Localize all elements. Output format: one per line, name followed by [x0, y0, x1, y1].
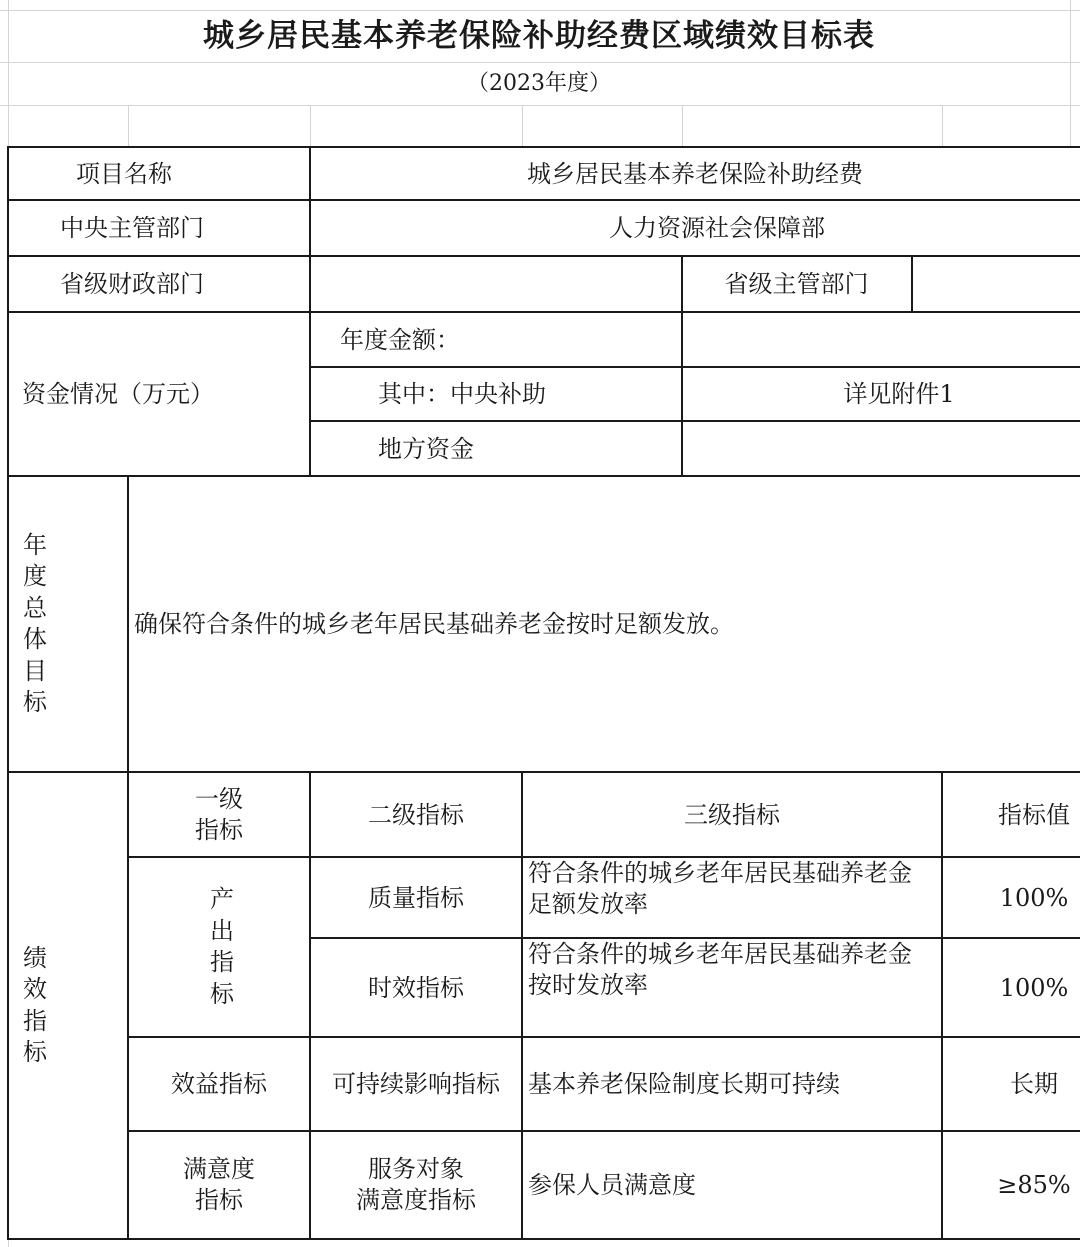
header-level1: 一级 指标 [195, 784, 243, 844]
gridline [682, 105, 683, 147]
table-row-value: 100% [999, 973, 1069, 1002]
header-level3: 三级指标 [684, 800, 780, 829]
table-row-level2: 可持续影响指标 [332, 1070, 500, 1098]
table-row-level2: 时效指标 [368, 973, 464, 1002]
annual-amount-value [682, 313, 1080, 366]
gridline [522, 105, 523, 147]
gridline [1070, 0, 1071, 147]
gridline [310, 105, 311, 147]
table-row-level2: 质量指标 [368, 883, 464, 912]
prov-dept-label: 省级主管部门 [724, 270, 869, 298]
prov-dept-value [912, 257, 1080, 311]
project-name-label: 项目名称 [76, 159, 172, 188]
table-row-level3: 符合条件的城乡老年居民基础养老金 足额发放率 [528, 859, 912, 918]
header-value: 指标值 [998, 800, 1070, 829]
satisfaction-indicators-label: 满意度 指标 [183, 1155, 255, 1214]
page-title: 城乡居民基本养老保险补助经费区域绩效目标表 [203, 18, 875, 54]
output-indicators-label: 产 出 指 标 [210, 885, 234, 1008]
central-subsidy-label: 其中：中央补助 [378, 380, 546, 408]
table-row-level3: 符合条件的城乡老年居民基础养老金 按时发放率 [528, 940, 912, 999]
year-subtitle: （2023年度） [467, 70, 611, 96]
table-row-value: ≥85% [997, 1171, 1071, 1199]
local-funds-value [682, 422, 1080, 475]
header-level2: 二级指标 [368, 800, 464, 829]
table-border [8, 1238, 1080, 1240]
benefit-indicators-label: 效益指标 [171, 1070, 267, 1098]
table-row-value: 长期 [1010, 1070, 1058, 1098]
table-row-level2: 服务对象 满意度指标 [356, 1155, 476, 1214]
gridline [942, 105, 943, 147]
project-name-value: 城乡居民基本养老保险补助经费 [527, 159, 863, 188]
table-row-level3: 参保人员满意度 [528, 1171, 696, 1199]
central-dept-label: 中央主管部门 [60, 214, 204, 242]
table-row-value: 100% [999, 883, 1069, 912]
table-row-level3: 基本养老保险制度长期可持续 [528, 1070, 840, 1098]
performance-indicators-label: 绩 效 指 标 [23, 943, 47, 1066]
central-subsidy-value: 详见附件1 [843, 380, 955, 408]
funds-label: 资金情况（万元） [22, 380, 214, 408]
annual-goal-text: 确保符合条件的城乡老年居民基础养老金按时足额发放。 [134, 610, 734, 638]
gridline [128, 105, 129, 147]
central-dept-value: 人力资源社会保障部 [609, 214, 825, 242]
prov-finance-label: 省级财政部门 [60, 270, 204, 298]
prov-finance-value [310, 257, 681, 311]
gridline [0, 105, 1080, 106]
annual-amount-label: 年度金额： [340, 325, 460, 354]
local-funds-label: 地方资金 [378, 434, 474, 463]
annual-goal-label: 年 度 总 体 目 标 [23, 530, 47, 716]
